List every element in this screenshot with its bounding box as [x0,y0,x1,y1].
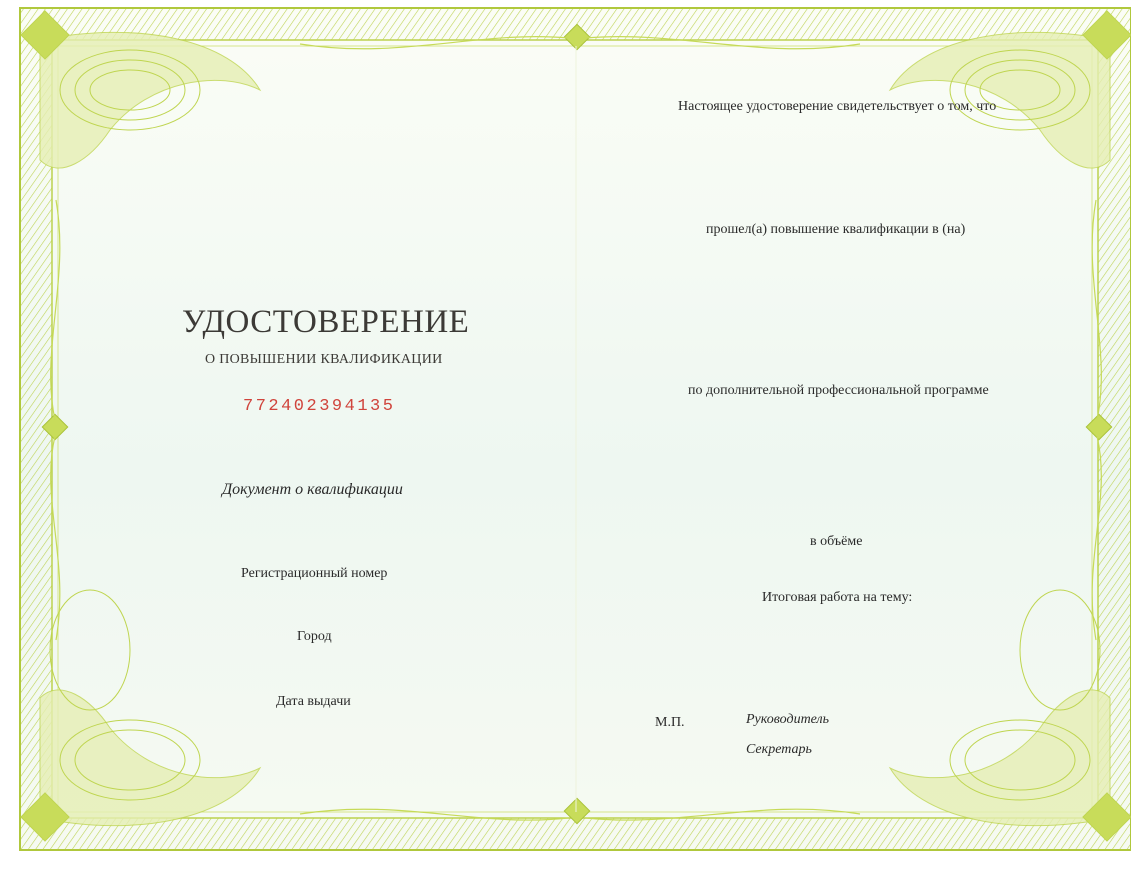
city-label: Город [297,629,332,644]
secretary-signature-label: Секретарь [746,742,812,757]
registration-number-label: Регистрационный номер [241,566,388,581]
head-signature-label: Руководитель [746,712,830,727]
document-subtitle: О ПОВЫШЕНИИ КВАЛИФИКАЦИИ [205,352,443,367]
certifies-text: Настоящее удостоверение свидетельствует о том, что [678,99,997,114]
volume-label: в объёме [810,534,863,549]
serial-number: 772402394135 [243,397,396,416]
document-title: УДОСТОВЕРЕНИЕ [182,304,470,340]
issue-date-label: Дата выдачи [276,694,351,709]
document-type-label: Документ о квалификации [222,481,403,498]
stamp-label: М.П. [655,715,685,730]
final-work-label: Итоговая работа на тему: [762,590,913,605]
completed-training-text: прошел(а) повышение квалификации в (на) [706,222,966,237]
program-text: по дополнительной профессиональной программе [688,383,989,398]
